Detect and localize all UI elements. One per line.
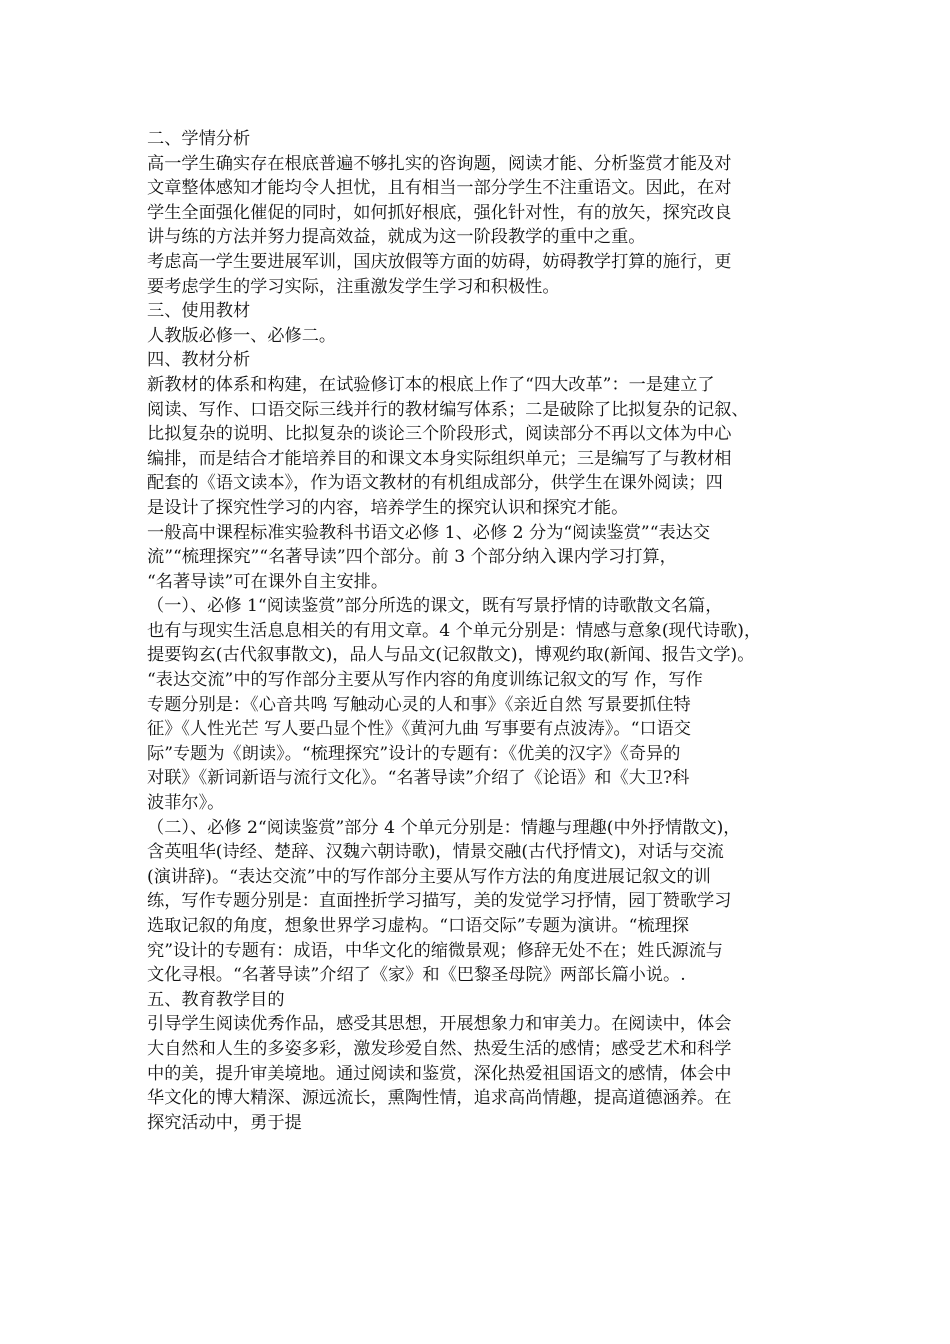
text-line: 中的美，提升审美境地。通过阅读和鉴赏，深化热爱祖国语文的感情，体会中 <box>147 1063 732 1084</box>
text-line: 比拟复杂的说明、比拟复杂的谈论三个阶段形式，阅读部分不再以文体为中心 <box>147 424 732 445</box>
text-line: 流”“梳理探究”“名著导读”四个部分。前 3 个部分纳入课内学习打算， <box>147 547 677 568</box>
text-line: 选取记叙的角度，想象世界学习虚构。“口语交际”专题为演讲。“梳理探 <box>147 916 689 936</box>
text-line: “名著导读”可在课外自主安排。 <box>147 571 389 592</box>
text-line: 含英咀华(诗经、楚辞、汉魏六朝诗歌)，情景交融(古代抒情文)，对话与交流 <box>147 842 724 863</box>
text-line: 一般高中课程标准实验教科书语文必修 1、必修 2 分为“阅读鉴赏”“表达交 <box>147 522 711 543</box>
document-body <box>147 127 807 1135</box>
text-line: 练，写作专题分别是：直面挫折学习描写，美的发觉学习抒情，园丁赞歌学习 <box>147 891 732 912</box>
text-line: 是设计了探究性学习的内容，培养学生的探究认识和探究才能。 <box>147 497 629 518</box>
text-line: 高一学生确实存在根底普遍不够扎实的咨询题，阅读才能、分析鉴赏才能及对 <box>147 153 732 174</box>
text-line: 配套的《语文读本》，作为语文教材的有机组成部分，供学生在课外阅读；四 <box>147 473 723 494</box>
text-line: 也有与现实生活息息相关的有用文章。4 个单元分别是：情感与意象(现代诗歌)， <box>147 620 762 641</box>
section-heading-textbook-analysis: 四、教材分析 <box>147 350 251 371</box>
section-heading-student-analysis: 二、学情分析 <box>147 129 251 149</box>
text-line: 新教材的体系和构建，在试验修订本的根底上作了“四大改革”：一是建立了 <box>147 374 715 395</box>
section-heading-textbooks: 三、使用教材 <box>147 301 251 322</box>
text-line: 编排，而是结合才能培养目的和课文本身实际组织单元；三是编写了与教材相 <box>147 448 732 469</box>
text-line: （二）、必修 2“阅读鉴赏”部分 4 个单元分别是：情趣与理趣(中外抒情散文)， <box>147 817 741 838</box>
text-line: 文章整体感知才能均令人担忧，且有相当一部分学生不注重语文。因此，在对 <box>147 178 732 199</box>
text-line: 究”设计的专题有：成语，中华文化的缩微景观；修辞无处不在；姓氏源流与 <box>147 940 723 961</box>
text-line: 讲与练的方法并努力提高效益，就成为这一阶段教学的重中之重。 <box>147 227 646 248</box>
text-line: “表达交流”中的写作部分主要从写作内容的角度训练记叙文的写 作，写作 <box>147 670 703 691</box>
text-line: 华文化的博大精深、源远流长，熏陶性情，追求高尚情趣，提高道德涵养。在 <box>147 1088 732 1109</box>
text-line: 际”专题为《朗读》。“梳理探究”设计的专题有：《优美的汉字》《奇异的 <box>147 743 681 764</box>
text-line: 对联》《新词新语与流行文化》。“名著导读”介绍了《论语》和《大卫?科 <box>147 768 690 789</box>
text-line: 考虑高一学生要进展军训，国庆放假等方面的妨碍，妨碍教学打算的施行，更 <box>147 251 732 272</box>
text-line: 探究活动中，勇于提 <box>147 1112 302 1133</box>
text-line: (演讲辞)。“表达交流”中的写作部分主要从写作方法的角度进展记叙文的训 <box>147 866 711 887</box>
text-line: 征》《人性光芒 写人要凸显个性》《黄河九曲 写事要有点波涛》。“口语交 <box>147 719 691 740</box>
text-line: 提要钩玄(古代叙事散文)，品人与品文(记叙散文)，博观约取(新闻、报告文学)。 <box>147 645 755 666</box>
text-line: 人教版必修一、必修二。 <box>147 325 337 346</box>
text-line: 引导学生阅读优秀作品，感受其思想，开展想象力和审美力。在阅读中，体会 <box>147 1014 732 1035</box>
text-line: 大自然和人生的多姿多彩，激发珍爱自然、热爱生活的感情；感受艺术和科学 <box>147 1038 732 1059</box>
text-line: 阅读、写作、口语交际三线并行的教材编写体系；二是破除了比拟复杂的记叙、 <box>147 399 749 420</box>
section-heading-teaching-goals: 五、教育教学目的 <box>147 989 285 1010</box>
text-line: 波菲尔》。 <box>147 793 225 814</box>
text-line: 要考虑学生的学习实际，注重激发学生学习和积极性。 <box>147 276 560 297</box>
text-line: 专题分别是：《心音共鸣 写触动心灵的人和事》《亲近自然 写景要抓住特 <box>147 694 691 715</box>
text-line: （一）、必修 1“阅读鉴赏”部分所选的课文，既有写景抒情的诗歌散文名篇， <box>147 596 723 617</box>
text-line: 学生全面强化催促的同时，如何抓好根底，强化针对性，有的放矢，探究改良 <box>147 202 732 223</box>
text-line: 文化寻根。“名著导读”介绍了《家》和《巴黎圣母院》两部长篇小说。. <box>147 965 686 986</box>
